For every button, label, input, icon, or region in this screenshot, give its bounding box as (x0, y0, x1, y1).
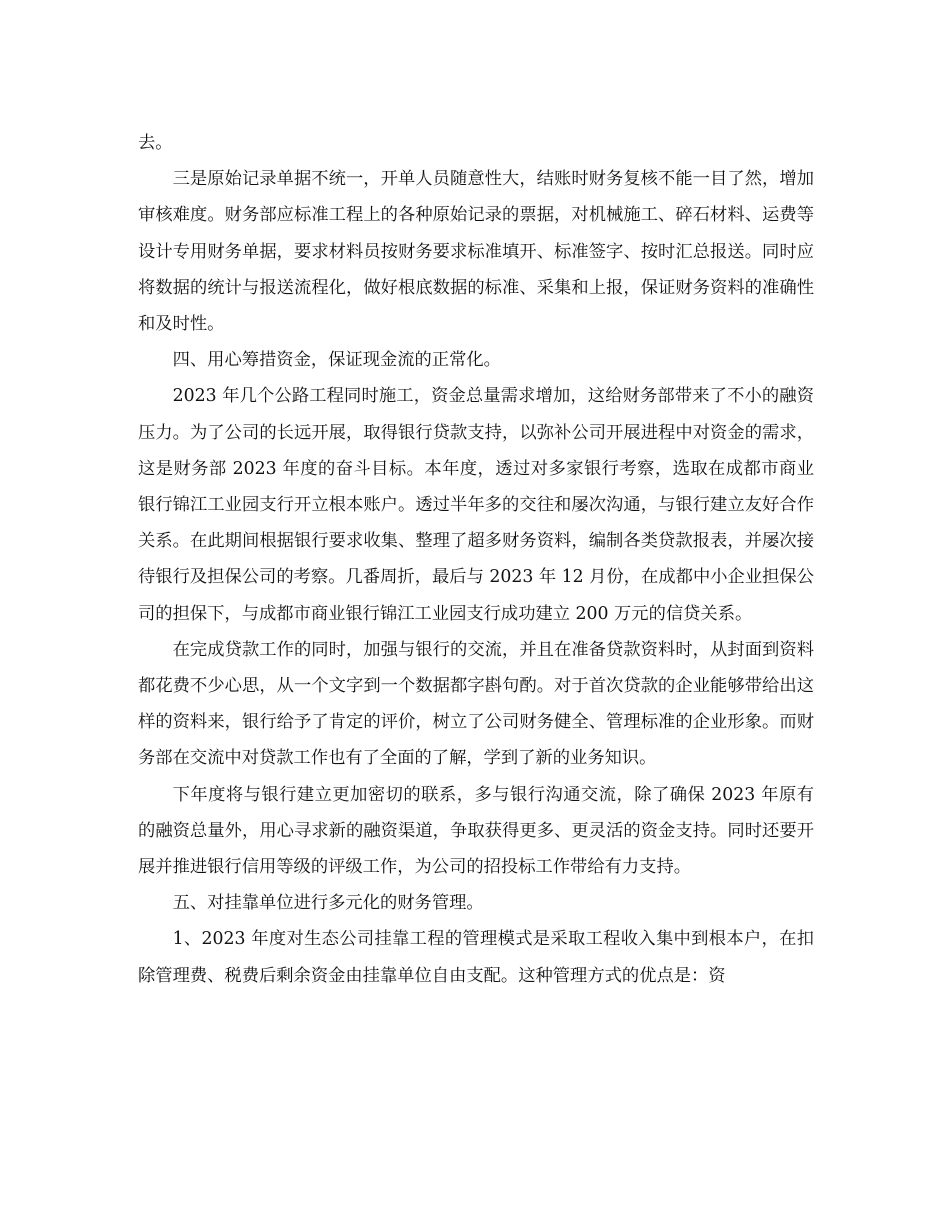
document-page (138, 125, 814, 994)
paragraph-loan-materials: 在完成贷款工作的同时，加强与银行的交流，并且在准备贷款资料时，从封面到资料都花费不少心思，从一个文字到一个数据都字斟句酌。对于首次贷款的企业能够带给出这样的资料来，银行给予了肯定的评价，树立了公司财务健全、管理标准的企业形象。而财务部在交流中对贷款工作也有了全面的了解，学到了新的业务知识。 (138, 639, 814, 769)
paragraph-original-records: 三是原始记录单据不统一，开单人员随意性大，结账时财务复核不能一目了然，增加审核难度。财务部应标准工程上的各种原始记录的票据，对机械施工、碎石材料、运费等设计专用财务单据，要求材料员按财务要求标准填开、标准签字、按时汇总报送。同时应将数据的统计与报送流程化，做好根底数据的标准、采集和上报，保证财务资料的准确性和及时性。 (138, 169, 814, 335)
paragraph-next-year-plan: 下年度将与银行建立更加密切的联系，多与银行沟通交流，除了确保 2023 年原有的融资总量外，用心寻求新的融资渠道，争取获得更多、更灵活的资金支持。同时还要开展并推进银行信用等级的评级工作，为公司的招投标工作带给有力支持。 (138, 784, 814, 878)
paragraph-financing-pressure: 2023 年几个公路工程同时施工，资金总量需求增加，这给财务部带来了不小的融资压力。为了公司的长远开展，取得银行贷款支持，以弥补公司开展进程中对资金的需求，这是财务部 2023 年度的奋斗目标。本年度，透过对多家银行考察，选取在成都市商业银行锦江工业园支行开立根本账户。透过半年多的交往和屡次沟通，与银行建立友好合作关系。在此期间根据银行要求收集、整理了超多财务资料，编制各类贷款报表，并屡次接待银行及担保公司的考察。几番周折，最后与 2023 年 12 月份，在成都中小企业担保公司的担保下，与成都市商业银行锦江工业园支行成功建立 200 万元的信贷关系。 (138, 386, 814, 624)
paragraph-management-mode: 1、2023 年度对生态公司挂靠工程的管理模式是采取工程收入集中到根本户，在扣除管理费、税费后剩余资金由挂靠单位自由支配。这种管理方式的优点是：资 (138, 929, 814, 986)
section-heading-funding: 四、用心筹措资金，保证现金流的正常化。 (172, 350, 501, 371)
section-heading-affiliated-units: 五、对挂靠单位进行多元化的财务管理。 (172, 893, 484, 914)
paragraph-continuation: 去。 (138, 133, 173, 153)
